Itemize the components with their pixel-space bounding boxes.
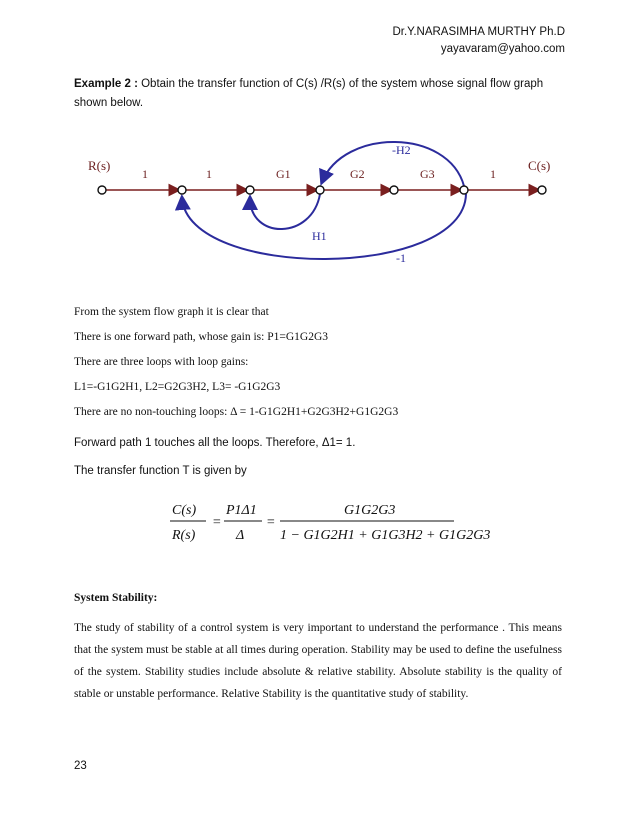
gain-label-2: 1: [206, 167, 212, 181]
gain-label-6: 1: [490, 167, 496, 181]
example-text: Obtain the transfer function of C(s) /R(s) of the system whose signal flow graph shown below.: [74, 78, 544, 109]
loop-outer-minus1: [182, 194, 466, 259]
header-author: Dr.Y.NARASIMHA MURTHY Ph.D: [392, 26, 565, 38]
node-3: [316, 186, 324, 194]
transfer-function-formula: [168, 496, 491, 550]
body-line-7: The transfer function T is given by: [74, 465, 247, 477]
formula-lhs-denominator: R(s): [172, 528, 196, 543]
formula-mid-numerator: P1Δ1: [226, 503, 257, 518]
gain-label-5: G3: [420, 167, 435, 181]
page-header: [392, 24, 565, 58]
loop-label-inner: H1: [312, 229, 327, 243]
gain-label-4: G2: [350, 167, 365, 181]
gain-label-1: 1: [142, 167, 148, 181]
body-line-1: From the system flow graph it is clear that: [74, 306, 269, 318]
loop-label-top: -H2: [392, 143, 411, 157]
node-1: [178, 186, 186, 194]
body-line-5: There are no non-touching loops: Δ = 1-G1G2H1+G2G3H2+G1G2G3: [74, 406, 399, 418]
body-line-2: There is one forward path, whose gain is: P1=G1G2G3: [74, 331, 329, 343]
loop-inner-h1: [250, 194, 320, 229]
signal-flow-graph: [76, 128, 566, 288]
body-line-3: There are three loops with loop gains:: [74, 356, 249, 368]
loop-label-outer: -1: [396, 251, 406, 265]
page-number: 23: [74, 760, 87, 772]
example-label: Example 2 :: [74, 78, 138, 90]
header-email: yayavaram@yahoo.com: [440, 43, 565, 55]
formula-rhs-denominator: 1 − G1G2H1 + G1G3H2 + G1G2G3: [280, 528, 491, 543]
gain-label-3: G1: [276, 167, 291, 181]
input-label: R(s): [88, 158, 111, 173]
body-line-4: L1=-G1G2H1, L2=G2G3H2, L3= -G1G2G3: [74, 381, 281, 393]
formula-lhs-numerator: C(s): [172, 503, 197, 518]
node-4: [390, 186, 398, 194]
formula-mid-denominator: Δ: [236, 528, 245, 543]
node-2: [246, 186, 254, 194]
body-line-6: Forward path 1 touches all the loops. Therefore, Δ1= 1.: [74, 437, 356, 449]
formula-equals-1: =: [212, 515, 222, 530]
output-label: C(s): [528, 158, 551, 173]
node-r: [98, 186, 106, 194]
node-c: [538, 186, 546, 194]
node-5: [460, 186, 468, 194]
stability-heading: System Stability:: [74, 592, 158, 604]
stability-paragraph: The study of stability of a control system is very important to understand the performance . This means that the system must be stable at all times during operation. Stability may be used to define the usefulness of the system. Stability studies include absolute & relative stability. Absolute stability is the quality of stable or unstable performance. Relative Stability is the quantitative study of stability.: [74, 622, 562, 700]
formula-rhs-numerator: G1G2G3: [344, 503, 396, 518]
formula-equals-2: =: [266, 515, 276, 530]
example-statement: [74, 75, 562, 113]
